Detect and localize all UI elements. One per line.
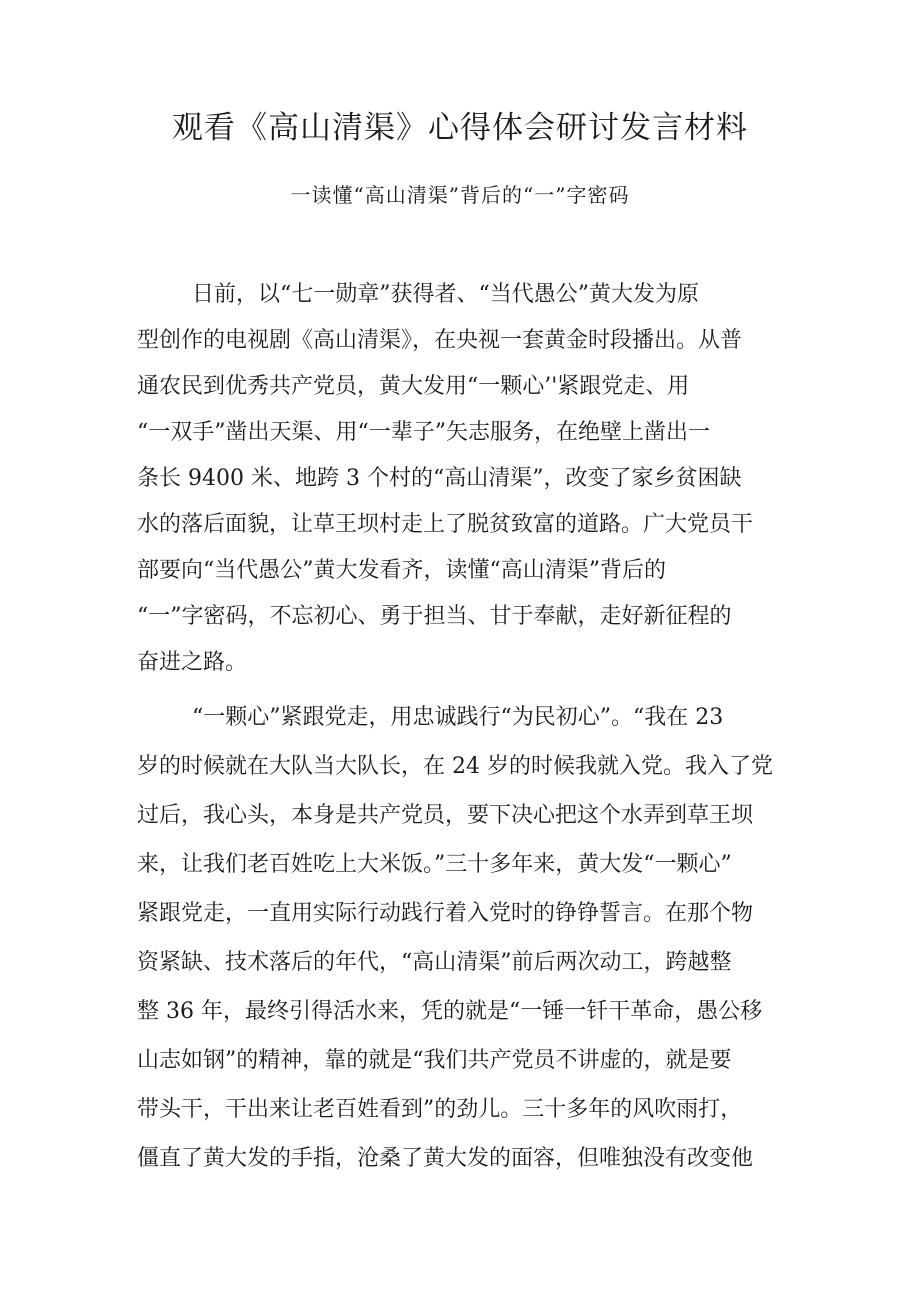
paragraph-line: 山志如钢”的精神，靠的就是“我们共产党员不讲虚的，就是要 xyxy=(137,1048,732,1073)
paragraph-line: “一”字密码，不忘初心、勇于担当、甘于奉献，走好新征程的 xyxy=(137,604,732,629)
paragraph-line: 通农民到优秀共产党员，黄大发用“一颗心’'紧跟党走、用 xyxy=(137,374,690,399)
paragraph-line: 水的落后面貌，让草王坝村走上了脱贫致富的道路。广大党员干 xyxy=(137,512,754,537)
paragraph-line: 部要向“当代愚公”黄大发看齐，读懂“高山清渠”背后的 xyxy=(137,558,666,583)
paragraph-line: 带头干，干出来让老百姓看到”的劲儿。三十多年的风吹雨打， xyxy=(137,1097,743,1122)
paragraph-line: 岁的时候就在大队当大队长，在 24 岁的时候我就入党。我入了党 xyxy=(137,754,773,779)
paragraph-line: 整 36 年，最终引得活水来，凭的就是“一锤一钎干革命，愚公移 xyxy=(137,999,763,1024)
paragraph-line: 奋进之路。 xyxy=(137,650,248,675)
paragraph-line: 日前，以“七一勋章”获得者、“当代愚公”黄大发为原 xyxy=(192,282,699,307)
paragraph-line: “一颗心”紧跟党走，用忠诚践行“为民初心”。“我在 23 xyxy=(192,705,724,730)
paragraph-line: 紧跟党走，一直用实际行动践行着入党时的铮铮誓言。在那个物 xyxy=(137,901,754,926)
paragraph-line: 型创作的电视剧《高山清渠》，在央视一套黄金时段播出。从普 xyxy=(137,328,743,353)
document-subtitle: 一读懂“高山清渠”背后的“一”字密码 xyxy=(290,183,630,207)
paragraph-line: 僵直了黄大发的手指，沧桑了黄大发的面容，但唯独没有改变他 xyxy=(137,1146,754,1171)
document-title: 观看《高山清渠》心得体会研讨发言材料 xyxy=(172,110,748,146)
paragraph-line: “一双手”凿出天渠、用“一辈子”矢志服务，在绝壁上凿出一 xyxy=(137,420,710,445)
paragraph-line: 来，让我们老百姓吃上大米饭。”三十多年来，黄大发“一颗心” xyxy=(137,852,732,877)
paragraph-line: 过后，我心头，本身是共产党员，要下决心把这个水弄到草王坝 xyxy=(137,803,754,828)
paragraph-line: 条长 9400 米、地跨 3 个村的“高山清渠”，改变了家乡贫困缺 xyxy=(137,466,742,491)
paragraph-line: 资紧缺、技术落后的年代，“高山清渠”前后两次动工，跨越整 xyxy=(137,950,732,975)
